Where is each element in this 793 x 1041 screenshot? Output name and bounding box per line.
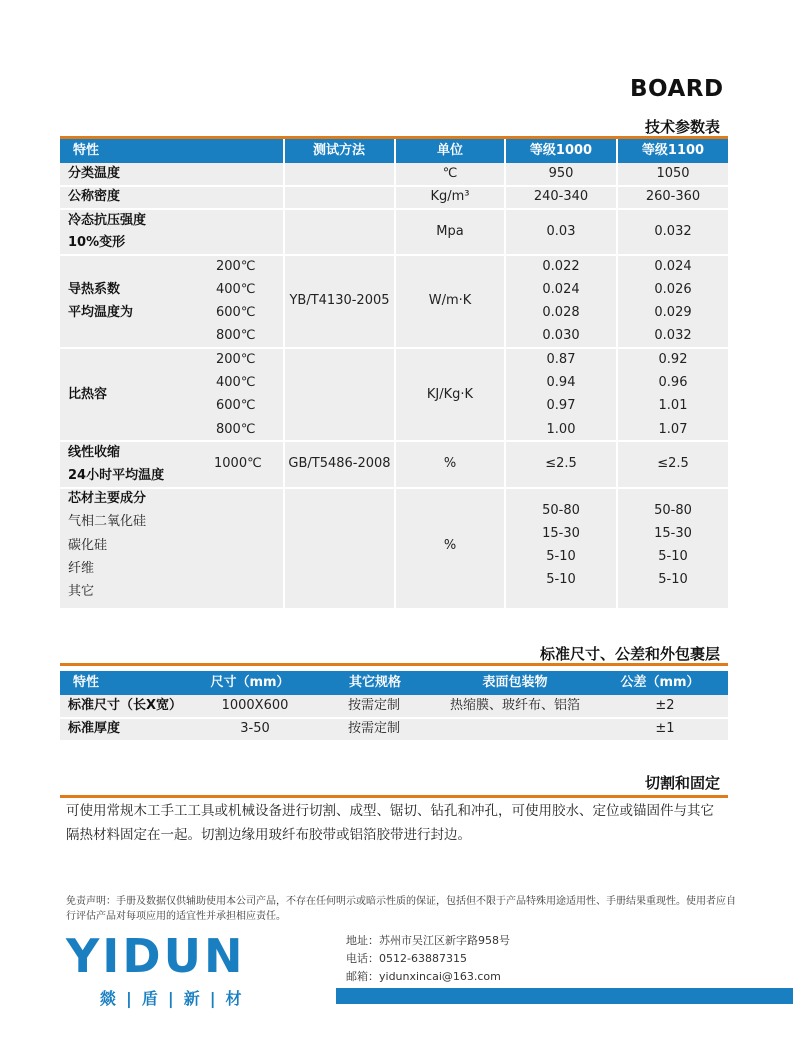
composition-g1000: 5-10 <box>546 572 576 587</box>
composition-g1100: 5-10 <box>658 549 688 564</box>
composition-g1000: 5-10 <box>546 549 576 564</box>
footer-bar <box>336 988 793 1004</box>
row-density-label: 公称密度 <box>68 189 121 204</box>
conductivity-temp: 800℃ <box>216 328 256 343</box>
header-unit: 单位 <box>436 143 463 158</box>
size-row-other: 按需定制 <box>348 698 401 713</box>
company-phone: 电话：0512-63887315 <box>346 952 467 965</box>
size-header-other: 其它规格 <box>348 675 401 690</box>
specific-heat-g1000: 0.97 <box>546 398 576 413</box>
composition-g1100: 50-80 <box>654 503 692 518</box>
header-grade1100: 等级1100 <box>641 143 705 158</box>
shrinkage-unit: % <box>443 456 457 471</box>
specific-heat-g1000: 1.00 <box>546 422 576 437</box>
row-classification-unit: ℃ <box>442 166 458 181</box>
row-cold-strength-g1100: 0.032 <box>654 224 692 239</box>
row-cold-strength-label1: 冷态抗压强度 <box>68 213 147 228</box>
size-header-tolerance: 公差（mm） <box>620 675 700 690</box>
specific-heat-temp: 200℃ <box>216 352 256 367</box>
row-density-g1100: 260-360 <box>645 189 701 204</box>
conductivity-g1100: 0.032 <box>654 328 692 343</box>
specific-heat-temp: 800℃ <box>216 422 256 437</box>
shrinkage-temp: 1000℃ <box>214 456 262 471</box>
company-address: 地址：苏州市吴江区新字路958号 <box>346 934 510 947</box>
shrinkage-method: GB/T5486-2008 <box>288 456 391 471</box>
header-method: 测试方法 <box>312 143 365 158</box>
section-divider <box>60 795 728 798</box>
row-specific-heat-label: 比热容 <box>68 387 108 402</box>
composition-item: 气相二氧化硅 <box>68 514 147 529</box>
conductivity-g1000: 0.028 <box>542 305 580 320</box>
row-classification-g1000: 950 <box>548 166 574 181</box>
row-composition-label: 芯材主要成分 <box>68 491 147 506</box>
row-density-unit: Kg/m³ <box>430 189 470 204</box>
composition-g1100: 5-10 <box>658 572 688 587</box>
conductivity-g1100: 0.026 <box>654 282 692 297</box>
company-logo <box>66 929 245 983</box>
row-shrinkage-label1: 线性收缩 <box>68 445 121 460</box>
conductivity-temp: 200℃ <box>216 259 256 274</box>
row-conductivity-label2: 平均温度为 <box>68 305 134 320</box>
size-row-size: 1000X600 <box>221 698 289 713</box>
size-table-header <box>60 671 728 695</box>
row-cold-strength-unit: Mpa <box>436 224 464 239</box>
composition-item: 纤维 <box>68 561 95 576</box>
row-shrinkage-label2: 24小时平均温度 <box>68 468 165 483</box>
cut-paragraph: 可使用常规木工手工工具或机械设备进行切割、成型、锯切、钻孔和冲孔，可使用胶水、定位或锚固件与其它隔热材料固定在一起。切割边缘用玻纤布胶带或铝箔胶带进行封边。 <box>66 803 714 843</box>
specific-heat-g1000: 0.94 <box>546 375 576 390</box>
row-classification-g1100: 1050 <box>656 166 690 181</box>
specific-heat-g1100: 1.01 <box>658 398 688 413</box>
specific-heat-g1100: 0.92 <box>658 352 688 367</box>
conductivity-unit: W/m·K <box>428 293 472 308</box>
composition-g1100: 15-30 <box>654 526 692 541</box>
cut-section-title: 切割和固定 <box>644 774 720 792</box>
logo-text: YIDUN <box>66 929 246 983</box>
specific-heat-unit: KJ/Kg·K <box>426 387 474 402</box>
conductivity-g1000: 0.030 <box>542 328 580 343</box>
size-row-tolerance: ±2 <box>655 698 675 713</box>
composition-item: 碳化硅 <box>68 538 108 553</box>
specific-heat-g1100: 0.96 <box>658 375 688 390</box>
row-classification-label: 分类温度 <box>68 166 121 181</box>
size-row-label: 标准尺寸（长X宽） <box>68 698 183 713</box>
size-row-wrap: 热缩膜、玻纤布、铝箔 <box>449 698 580 713</box>
logo-subtitle: 燚|盾|新|材 <box>100 989 252 1008</box>
section-divider <box>60 663 728 666</box>
row-cold-strength-label2: 10%变形 <box>68 235 126 250</box>
size-section-title: 标准尺寸、公差和外包裹层 <box>539 645 720 663</box>
size-row-tolerance: ±1 <box>655 721 675 736</box>
header-property: 特性 <box>72 143 99 158</box>
header-grade1000: 等级1000 <box>529 143 593 158</box>
composition-g1000: 15-30 <box>542 526 580 541</box>
conductivity-g1000: 0.024 <box>542 282 580 297</box>
page-title: BOARD <box>630 76 724 102</box>
conductivity-method: YB/T4130-2005 <box>289 293 390 308</box>
size-header-property: 特性 <box>72 675 99 690</box>
composition-unit: % <box>443 538 457 553</box>
size-row-other: 按需定制 <box>348 721 401 736</box>
size-row-label: 标准厚度 <box>68 721 121 736</box>
specific-heat-g1000: 0.87 <box>546 352 576 367</box>
row-conductivity-label1: 导热系数 <box>68 282 121 297</box>
tech-section-title: 技术参数表 <box>644 118 720 136</box>
row-cold-strength-g1000: 0.03 <box>546 224 576 239</box>
conductivity-g1100: 0.029 <box>654 305 692 320</box>
conductivity-temp: 400℃ <box>216 282 256 297</box>
size-header-size: 尺寸（mm） <box>210 675 290 690</box>
conductivity-g1100: 0.024 <box>654 259 692 274</box>
size-row-size: 3-50 <box>240 721 270 736</box>
composition-item: 其它 <box>68 584 95 599</box>
specific-heat-temp: 400℃ <box>216 375 256 390</box>
shrinkage-g1000: ≤2.5 <box>545 456 577 471</box>
size-header-wrap: 表面包装物 <box>482 675 548 690</box>
specific-heat-g1100: 1.07 <box>658 422 688 437</box>
specific-heat-temp: 600℃ <box>216 398 256 413</box>
disclaimer: 免责声明：手册及数据仅供辅助使用本公司产品，不存在任何明示或暗示性质的保证，包括但不限于产品特殊用途适用性、手册结果重现性。使用者应自行评估产品对每项应用的适宜性并承担相应责任。 <box>66 896 736 922</box>
company-email: 邮箱：yidunxincai@163.com <box>346 970 501 983</box>
row-density-g1000: 240-340 <box>533 189 589 204</box>
shrinkage-g1100: ≤2.5 <box>657 456 689 471</box>
composition-g1000: 50-80 <box>542 503 580 518</box>
conductivity-g1000: 0.022 <box>542 259 580 274</box>
conductivity-temp: 600℃ <box>216 305 256 320</box>
